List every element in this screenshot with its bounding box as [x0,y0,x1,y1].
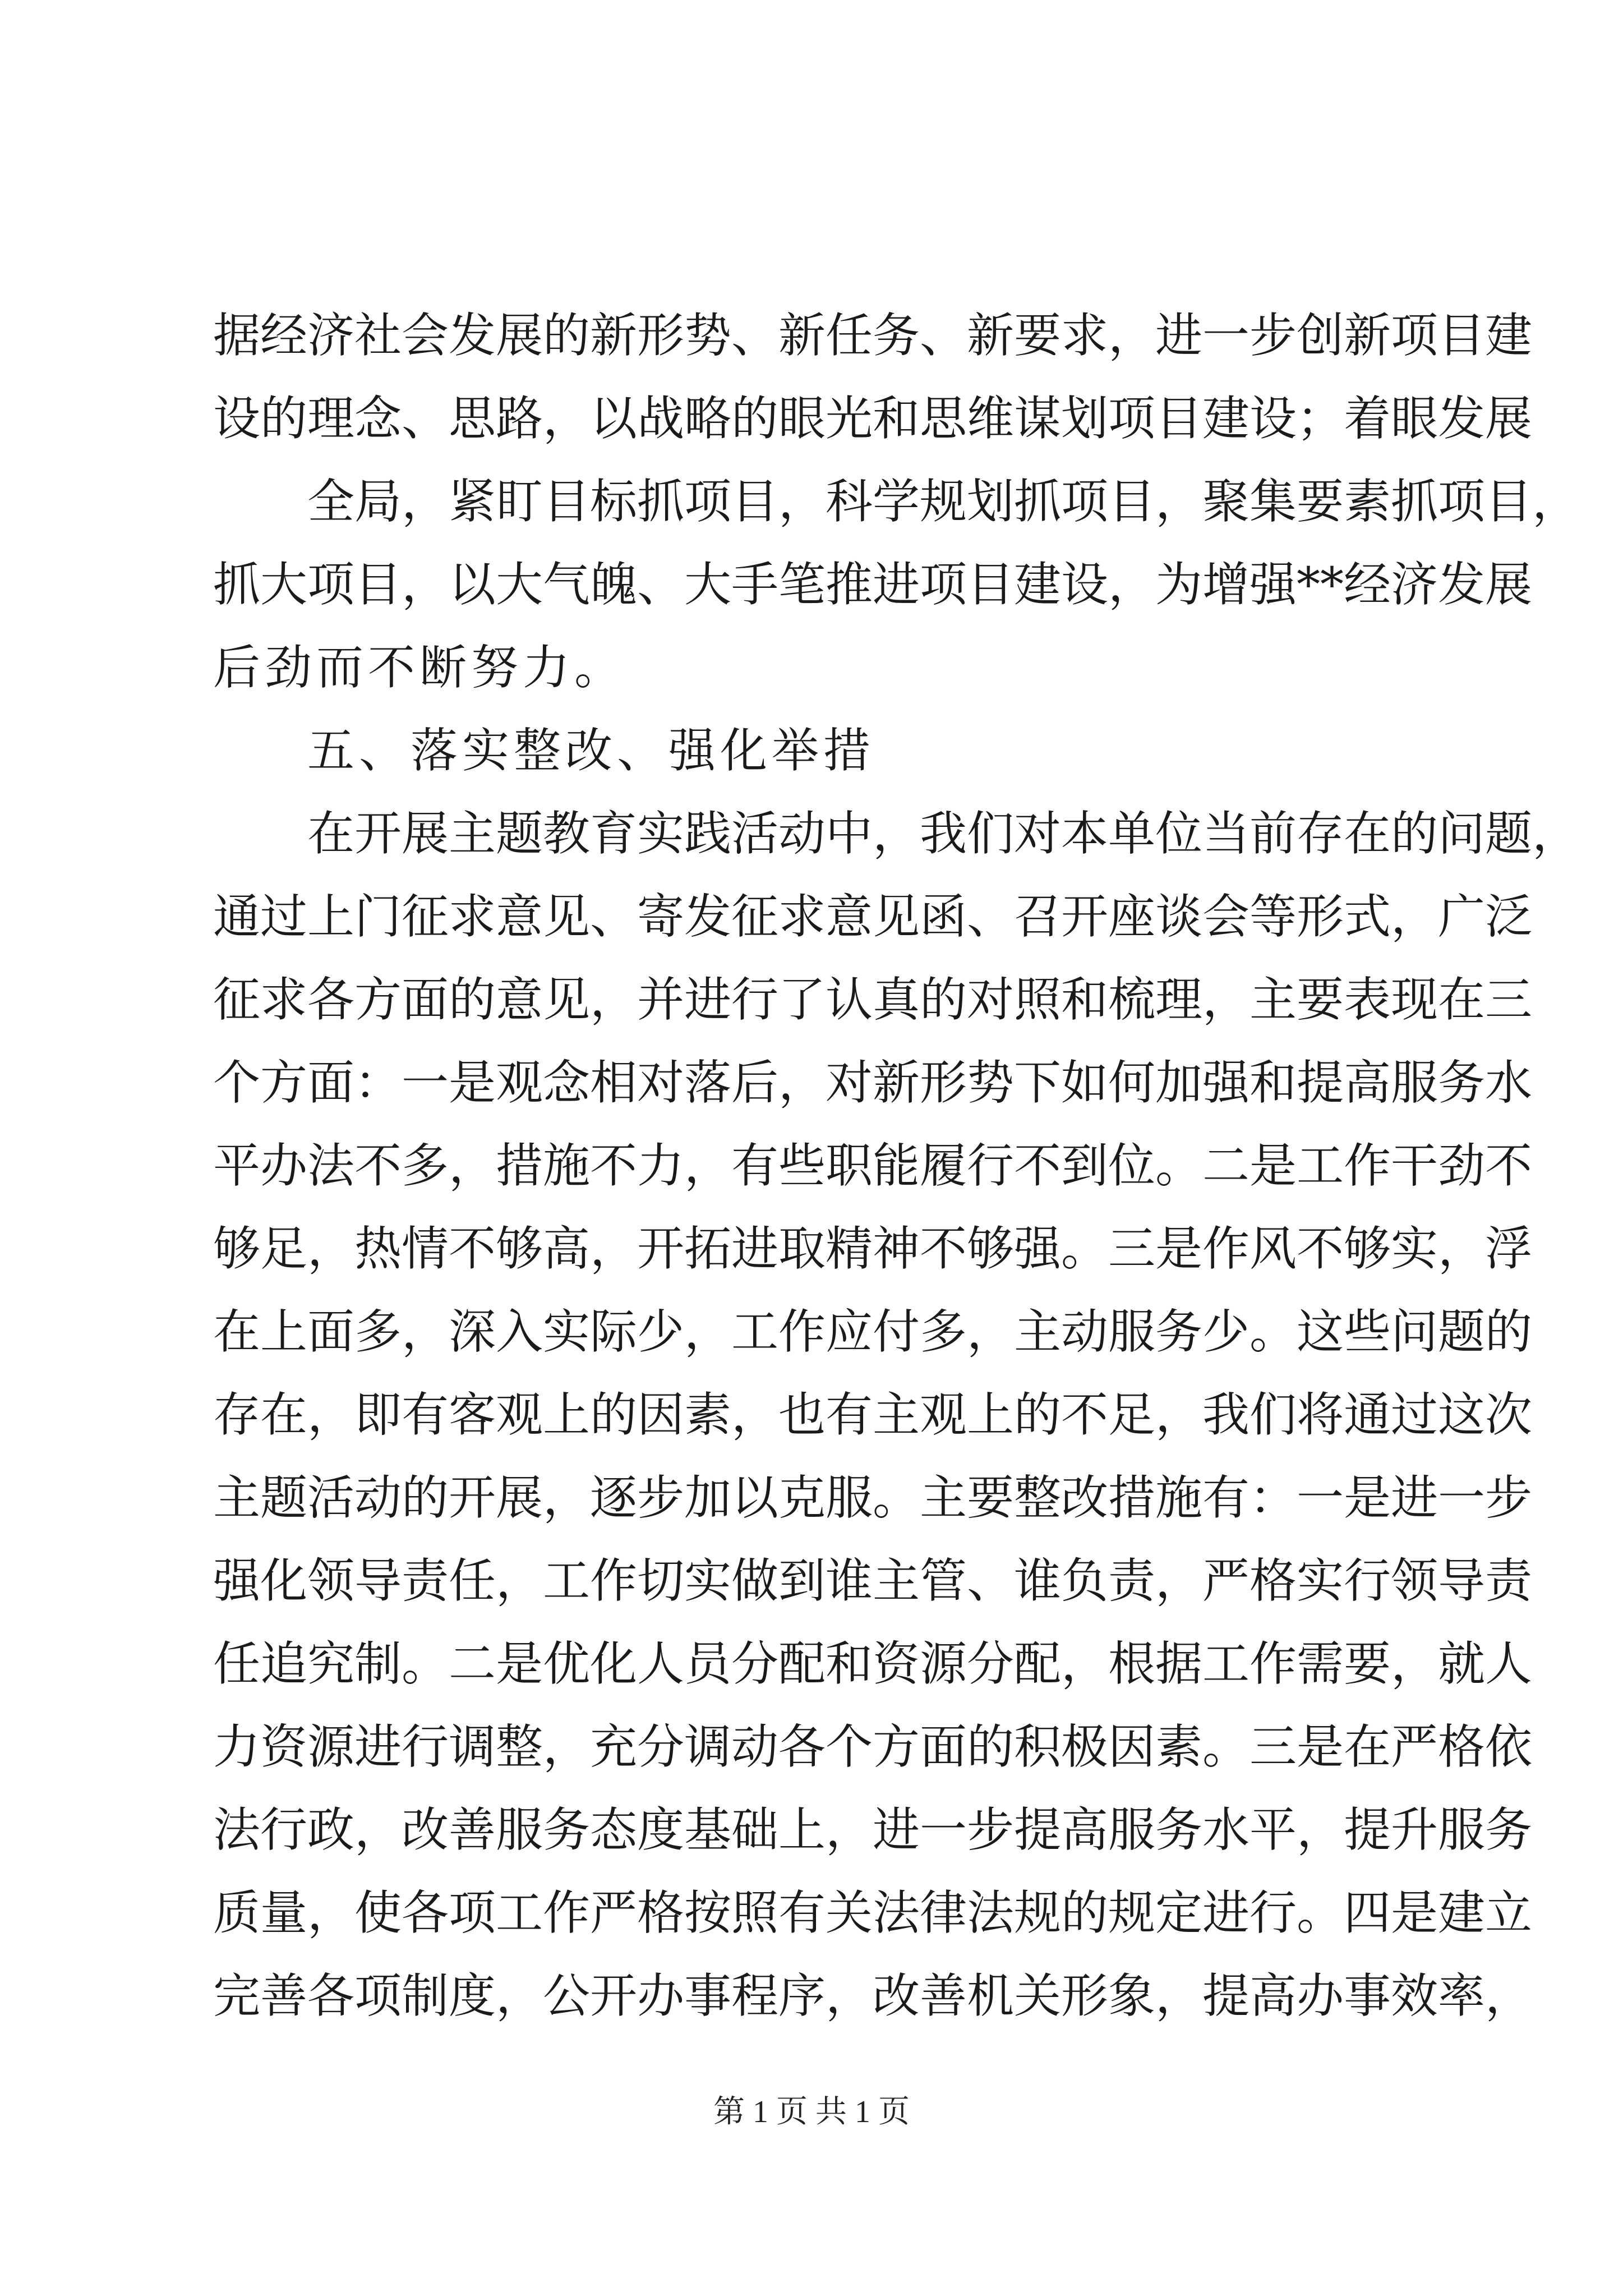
text-line: 主题活动的开展，逐步加以克服。主要整改措施有：一是进一步 [213,1470,1533,1525]
text-line: 完善各项制度，公开办事程序，改善机关形象，提高办事效率， [213,1968,1533,2023]
text-line: 通过上门征求意见、寄发征求意见函、召开座谈会等形式，广泛 [213,889,1533,944]
text-line: 据经济社会发展的新形势、新任务、新要求，进一步创新项目建 [213,308,1533,363]
text-line: 质量，使各项工作严格按照有关法律法规的规定进行。四是建立 [213,1885,1533,1940]
text-line: 全局，紧盯目标抓项目，科学规划抓项目，聚集要素抓项目， [307,474,1580,529]
text-line: 在开展主题教育实践活动中，我们对本单位当前存在的问题， [307,806,1580,861]
text-line: 个方面：一是观念相对落后，对新形势下如何加强和提高服务水 [213,1055,1533,1110]
text-line: 抓大项目，以大气魄、大手笔推进项目建设，为增强**经济发展 [213,557,1533,612]
text-line: 存在，即有客观上的因素，也有主观上的不足，我们将通过这次 [213,1387,1533,1442]
text-line: 法行政，改善服务态度基础上，进一步提高服务水平，提升服务 [213,1802,1533,1857]
page-number-footer: 第 1 页 共 1 页 [713,2095,910,2129]
text-line: 力资源进行调整，充分调动各个方面的积极因素。三是在严格依 [213,1719,1533,1774]
text-line: 强化领导责任，工作切实做到谁主管、谁负责，严格实行领导责 [213,1553,1533,1608]
text-line: 在上面多，深入实际少，工作应付多，主动服务少。这些问题的 [213,1304,1533,1359]
text-line: 任追究制。二是优化人员分配和资源分配，根据工作需要，就人 [213,1636,1533,1691]
text-line: 够足，热情不够高，开拓进取精神不够强。三是作风不够实，浮 [213,1221,1533,1276]
text-line: 后劲而不断努力。 [213,640,626,695]
text-line: 征求各方面的意见，并进行了认真的对照和梳理，主要表现在三 [213,972,1533,1027]
section-heading: 五、落实整改、强化举措 [307,723,875,778]
text-line: 平办法不多，措施不力，有些职能履行不到位。二是工作干劲不 [213,1138,1533,1193]
text-line: 设的理念、思路，以战略的眼光和思维谋划项目建设；着眼发展 [213,391,1533,446]
